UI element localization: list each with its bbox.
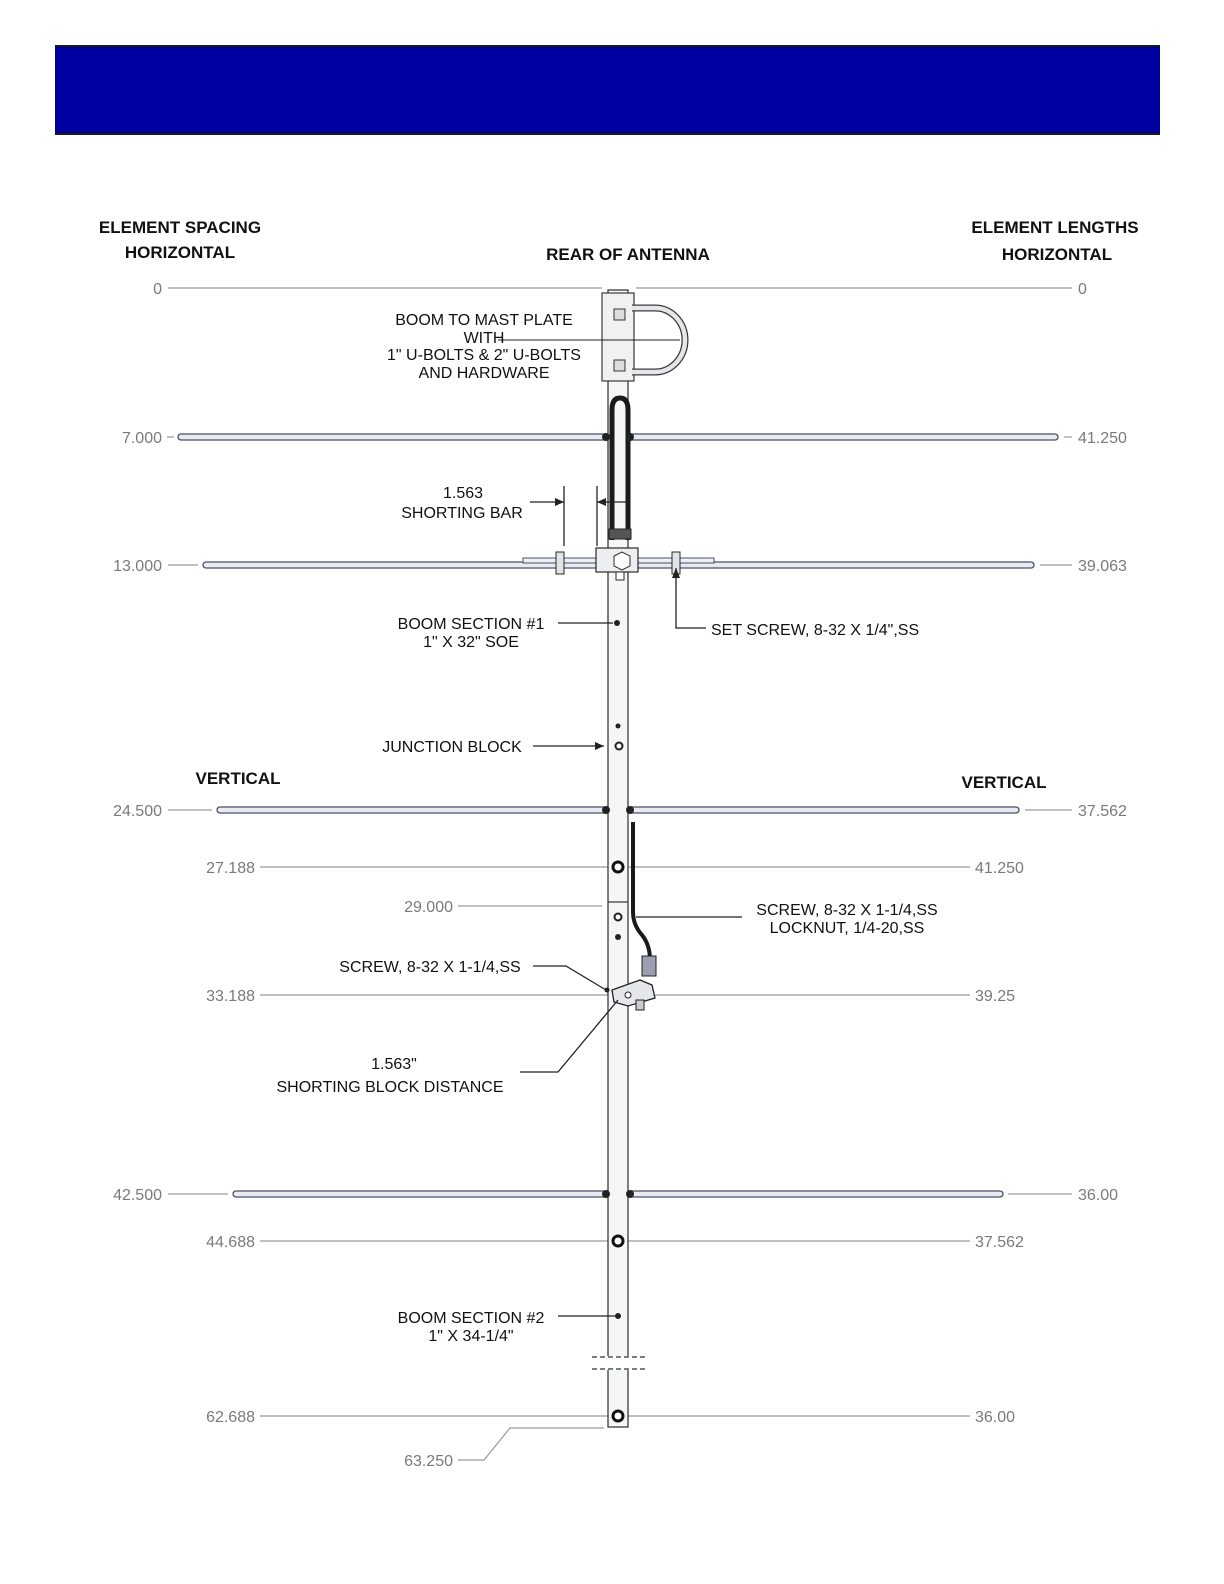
lengths-header-line1: ELEMENT LENGTHS [971,218,1139,237]
length-value-1: 41.250 [1078,430,1127,447]
vspacing-value-0: 27.188 [206,860,255,877]
element-clip-4 [602,1190,610,1198]
shorting-bar-arrow-right [597,498,606,506]
vert-element-mount-3 [613,1236,623,1246]
junction-dot-1 [616,724,621,729]
spacing-value-1: 7.000 [121,430,162,447]
length-value-0: 0 [1078,281,1087,298]
length-value-4: 36.00 [1078,1187,1119,1204]
spacing-value-0: 0 [153,281,162,298]
boom-break [604,1356,632,1370]
element-clip-1 [602,433,610,441]
spacing-header-line2: HORIZONTAL [124,243,236,262]
rear-of-antenna-label: REAR OF ANTENNA [546,245,710,264]
shorting-bar-arrow-left [555,498,564,506]
driven-block-stud [616,572,624,580]
vert-element-mount-4 [613,1411,623,1421]
vertical-left-header: VERTICAL [195,769,281,788]
set-screw-leader [676,568,706,628]
mast-plate-label-3: 1" U-BOLTS & 2" U-BOLTS [387,347,581,364]
vspacing-value-1: 29.000 [404,899,453,916]
u-bolt-nut-1 [614,309,625,320]
spacing-value-4: 42.500 [113,1187,162,1204]
vlength-value-0: 41.250 [975,860,1024,877]
element-clip-1b [626,433,634,441]
boom1-label-1: BOOM SECTION #1 [397,616,545,633]
vlength-value-2: 37.562 [975,1234,1024,1251]
screw-dot-1 [615,914,622,921]
shorting-block-leader [520,1000,618,1072]
screw-left-label: SCREW, 8-32 X 1-1/4,SS [339,959,521,976]
screw-dot-2 [615,934,621,940]
length-value-2: 39.063 [1078,558,1127,575]
vspacing-value-2: 33.188 [206,988,255,1005]
boom2-marker [615,1313,621,1319]
spacing-value-3: 24.500 [113,803,162,820]
junction-block-label: JUNCTION BLOCK [382,739,522,756]
vspacing-value-3: 44.688 [206,1234,255,1251]
shorting-block-value: 1.563" [371,1056,417,1073]
boom1-marker [614,620,620,626]
vertical-feed-connector [642,956,656,976]
locknut-label: LOCKNUT, 1/4-20,SS [769,920,925,937]
shorting-block-label: SHORTING BLOCK DISTANCE [276,1079,504,1096]
hairpin-connector [609,529,631,539]
mast-plate-label-1: BOOM TO MAST PLATE [395,312,573,329]
vertical-right-header: VERTICAL [961,773,1047,792]
junction-arrow [595,742,604,750]
shorting-block-bolt [625,992,631,998]
spacing-header-line1: ELEMENT SPACING [98,218,262,237]
element-clip-3b [626,806,634,814]
shorting-block-nut [636,1000,644,1010]
vspacing-value-5: 63.250 [404,1453,453,1470]
dim-line-63 [458,1428,604,1460]
junction-dot-2 [616,743,623,750]
spacing-value-2: 13.000 [113,558,162,575]
u-bolt-nut-2 [614,360,625,371]
vlength-value-1: 39.25 [975,988,1016,1005]
set-screw-label: SET SCREW, 8-32 X 1/4",SS [711,622,920,639]
length-value-3: 37.562 [1078,803,1127,820]
element-clip-3 [602,806,610,814]
driven-block-nut [614,552,630,570]
vertical-hairpin [633,822,650,975]
shorting-bar-label: SHORTING BAR [401,505,523,522]
lengths-header-line2: HORIZONTAL [1001,245,1113,264]
mast-plate-label-2: WITH [463,330,505,347]
shorting-bar-value: 1.563 [442,485,484,502]
mast-plate-label-4: AND HARDWARE [418,365,550,382]
screw-right-label: SCREW, 8-32 X 1-1/4,SS [756,902,938,919]
vspacing-value-4: 62.688 [206,1409,255,1426]
boom1-label-2: 1" X 32" SOE [423,634,519,651]
boom2-label-1: BOOM SECTION #2 [397,1310,545,1327]
screw-left-leader [533,966,606,990]
vlength-value-3: 36.00 [975,1409,1016,1426]
element-clip-4b [626,1190,634,1198]
boom2-label-2: 1" X 34-1/4" [428,1328,514,1345]
vert-element-mount-1 [613,862,623,872]
set-screw-clamp-left [556,552,564,574]
